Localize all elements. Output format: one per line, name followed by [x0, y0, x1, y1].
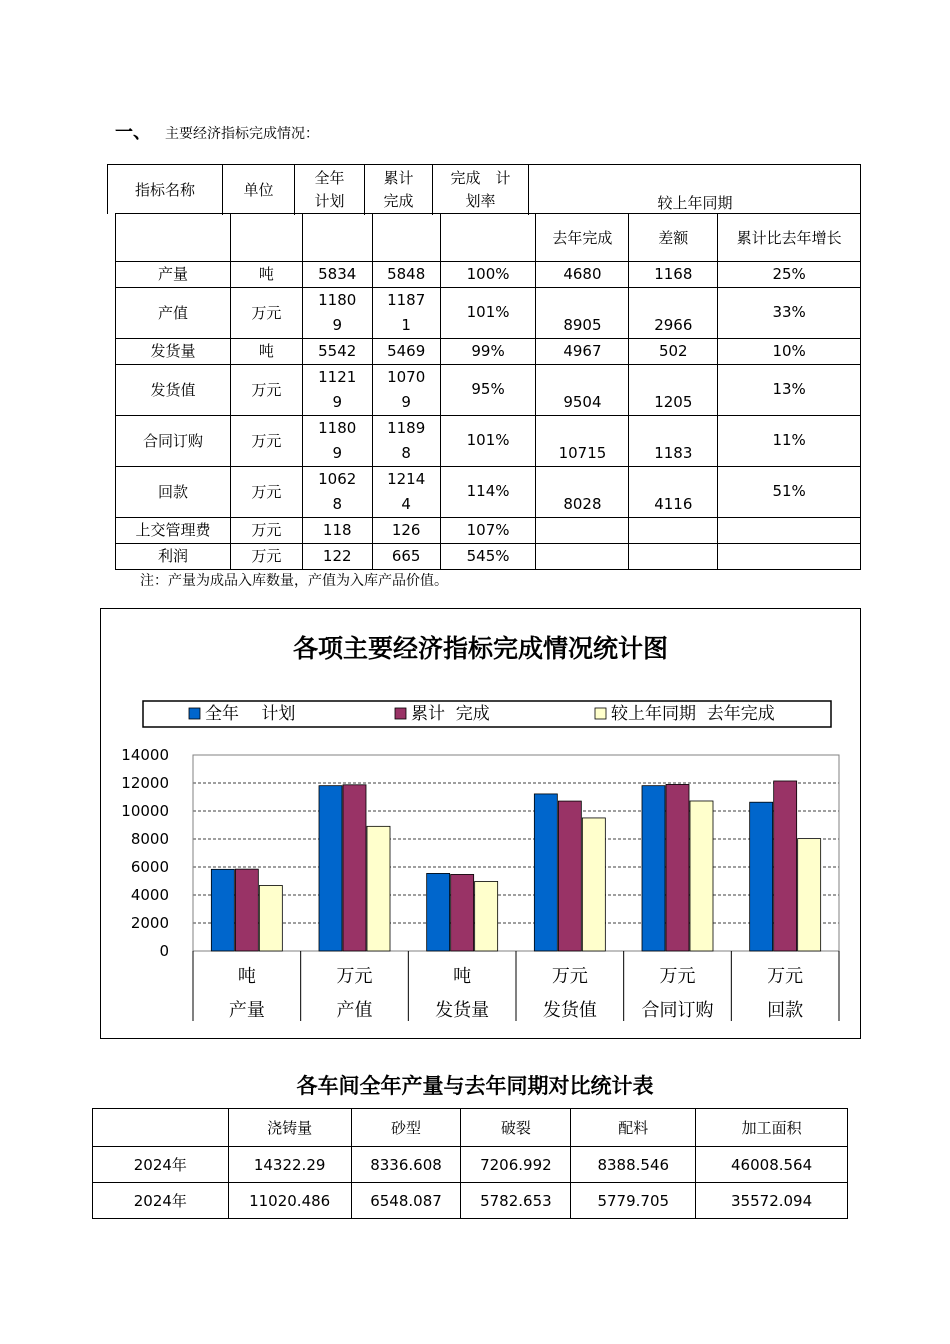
cell-growth — [718, 518, 861, 544]
cell-last: 9504 — [536, 365, 629, 416]
y-tick-label: 14000 — [121, 746, 169, 764]
cell-growth: 51% — [718, 467, 861, 518]
cell-name: 发货量 — [116, 339, 231, 365]
table2-cell: 5779.705 — [571, 1183, 696, 1219]
y-tick-label: 10000 — [121, 802, 169, 820]
header-growth: 累计比去年增长 — [718, 214, 861, 262]
bar-4-2 — [690, 801, 713, 951]
cell-rate: 100% — [440, 262, 536, 288]
table-row — [116, 339, 861, 365]
section-number: 一、 — [115, 122, 151, 143]
table2-header-cell: 砂型 — [351, 1109, 461, 1147]
header-name: 指标名称 — [108, 165, 223, 215]
cell-unit: 万元 — [230, 288, 302, 339]
cell-plan: 1180 9 — [302, 416, 372, 467]
cell-name: 回款 — [116, 467, 231, 518]
workshop-table — [92, 1108, 848, 1219]
table2-row — [93, 1147, 848, 1183]
legend-label: 累计 完成 — [411, 704, 490, 724]
table2-header-row — [93, 1109, 848, 1147]
cell-unit: 万元 — [230, 518, 302, 544]
header-plan: 全年 计划 — [295, 165, 365, 215]
cell-growth: 25% — [718, 262, 861, 288]
table-row — [116, 544, 861, 570]
table-note: 注：产量为成品入库数量，产值为入库产品价值。 — [140, 573, 448, 589]
cell-diff: 502 — [629, 339, 718, 365]
cell-plan: 122 — [302, 544, 372, 570]
table2-header-cell: 加工面积 — [696, 1109, 848, 1147]
bar-2-1 — [451, 874, 474, 951]
section-heading — [115, 118, 319, 144]
cell-done: 1189 8 — [372, 416, 440, 467]
header-rate: 完成 计 划率 — [433, 165, 529, 215]
cell-diff: 4116 — [629, 467, 718, 518]
cell-diff: 1168 — [629, 262, 718, 288]
bar-0-0 — [211, 869, 234, 951]
cell-plan: 5542 — [302, 339, 372, 365]
bar-3-0 — [534, 794, 557, 951]
table2-cell: 5782.653 — [461, 1183, 571, 1219]
table-row — [116, 365, 861, 416]
cell-rate: 99% — [440, 339, 536, 365]
y-tick-label: 0 — [159, 942, 169, 960]
table2-cell: 7206.992 — [461, 1147, 571, 1183]
cell-name: 合同订购 — [116, 416, 231, 467]
table-row — [116, 262, 861, 288]
table2-cell: 46008.564 — [696, 1147, 848, 1183]
table2-header-cell: 配料 — [571, 1109, 696, 1147]
cell-last: 8028 — [536, 467, 629, 518]
x-unit-label: 吨 — [453, 966, 472, 987]
cell-name: 产量 — [116, 262, 231, 288]
cell-diff: 1205 — [629, 365, 718, 416]
x-unit-label: 万元 — [767, 966, 804, 987]
cell-plan: 1180 9 — [302, 288, 372, 339]
y-tick-label: 2000 — [130, 914, 169, 932]
cell-name: 上交管理费 — [116, 518, 231, 544]
cell-growth: 13% — [718, 365, 861, 416]
cell-unit: 万元 — [230, 544, 302, 570]
cell-done: 1214 4 — [372, 467, 440, 518]
cell-last — [536, 544, 629, 570]
x-category-label: 产量 — [228, 1000, 265, 1021]
cell-growth — [718, 544, 861, 570]
bar-4-1 — [666, 784, 689, 951]
cell-last — [536, 518, 629, 544]
cell-rate: 101% — [440, 416, 536, 467]
cell-unit: 万元 — [230, 365, 302, 416]
cell-last: 4967 — [536, 339, 629, 365]
legend-label: 全年 计划 — [205, 704, 296, 724]
bar-1-1 — [343, 785, 366, 951]
bar-0-2 — [259, 885, 282, 951]
cell-done: 665 — [372, 544, 440, 570]
cell-plan: 1062 8 — [302, 467, 372, 518]
bar-1-0 — [319, 786, 342, 951]
cell-done: 1187 1 — [372, 288, 440, 339]
cell-done: 5469 — [372, 339, 440, 365]
table2-cell: 11020.486 — [228, 1183, 351, 1219]
table-row — [116, 288, 861, 339]
x-unit-label: 万元 — [551, 966, 588, 987]
table2-header-cell: 浇铸量 — [228, 1109, 351, 1147]
bar-3-2 — [582, 818, 605, 951]
legend-swatch — [395, 708, 406, 719]
table2-cell: 35572.094 — [696, 1183, 848, 1219]
cell-diff — [629, 518, 718, 544]
legend-swatch — [189, 708, 200, 719]
header-last-year: 去年完成 — [536, 214, 629, 262]
y-tick-label: 4000 — [130, 886, 169, 904]
cell-diff: 2966 — [629, 288, 718, 339]
cell-growth: 11% — [718, 416, 861, 467]
table-row — [116, 416, 861, 467]
main-table-header — [107, 164, 861, 214]
header-unit: 单位 — [223, 165, 295, 215]
table-row — [116, 518, 861, 544]
table2-cell: 8388.546 — [571, 1147, 696, 1183]
table2-cell: 8336.608 — [351, 1147, 461, 1183]
section-title: 主要经济指标完成情况： — [165, 126, 319, 142]
cell-unit: 万元 — [230, 467, 302, 518]
cell-done: 5848 — [372, 262, 440, 288]
x-category-label: 发货值 — [542, 1000, 597, 1021]
y-tick-label: 6000 — [130, 858, 169, 876]
x-unit-label: 万元 — [336, 966, 373, 987]
cell-diff — [629, 544, 718, 570]
cell-done: 126 — [372, 518, 440, 544]
x-category-label: 合同订购 — [641, 1000, 714, 1021]
table2-title: 各车间全年产量与去年同期对比统计表 — [296, 1074, 654, 1098]
table2-cell: 2024年 — [93, 1183, 229, 1219]
main-table — [115, 213, 861, 570]
cell-last: 10715 — [536, 416, 629, 467]
cell-name: 利润 — [116, 544, 231, 570]
cell-unit: 吨 — [230, 339, 302, 365]
table2-row — [93, 1183, 848, 1219]
x-category-label: 产值 — [336, 1000, 373, 1021]
cell-rate: 107% — [440, 518, 536, 544]
bar-5-1 — [774, 781, 797, 951]
bar-3-1 — [558, 801, 581, 951]
cell-rate: 95% — [440, 365, 536, 416]
bar-0-1 — [235, 869, 258, 951]
cell-plan: 118 — [302, 518, 372, 544]
header-done: 累计 完成 — [365, 165, 433, 215]
cell-unit: 吨 — [230, 262, 302, 288]
bar-2-0 — [427, 873, 450, 951]
cell-rate: 114% — [440, 467, 536, 518]
table2-cell: 6548.087 — [351, 1183, 461, 1219]
cell-name: 发货值 — [116, 365, 231, 416]
cell-unit: 万元 — [230, 416, 302, 467]
chart-title: 各项主要经济指标完成情况统计图 — [292, 634, 669, 663]
x-category-label: 回款 — [767, 1000, 804, 1021]
table-row — [116, 467, 861, 518]
header-diff: 差额 — [629, 214, 718, 262]
table2-header-cell: 破裂 — [461, 1109, 571, 1147]
y-tick-label: 12000 — [121, 774, 169, 792]
bar-5-2 — [798, 839, 821, 951]
cell-rate: 545% — [440, 544, 536, 570]
header-compare-label: 较上年同期 — [657, 194, 733, 212]
bar-1-2 — [367, 826, 390, 951]
plot-area — [193, 755, 839, 951]
cell-name: 产值 — [116, 288, 231, 339]
cell-done: 1070 9 — [372, 365, 440, 416]
cell-plan: 5834 — [302, 262, 372, 288]
cell-rate: 101% — [440, 288, 536, 339]
bar-2-2 — [475, 881, 498, 951]
bar-4-0 — [642, 786, 665, 951]
table2-cell: 14322.29 — [228, 1147, 351, 1183]
cell-last: 8905 — [536, 288, 629, 339]
y-tick-label: 8000 — [130, 830, 169, 848]
cell-growth: 10% — [718, 339, 861, 365]
subheader-row — [116, 214, 861, 262]
cell-diff: 1183 — [629, 416, 718, 467]
legend-swatch — [595, 708, 606, 719]
bar-chart — [101, 609, 860, 1038]
cell-last: 4680 — [536, 262, 629, 288]
bar-5-0 — [750, 802, 773, 951]
table2-cell: 2024年 — [93, 1147, 229, 1183]
chart-container — [100, 608, 861, 1039]
x-category-label: 发货量 — [435, 1000, 490, 1021]
x-unit-label: 吨 — [237, 966, 256, 987]
table2-header-cell — [93, 1109, 229, 1147]
header-compare — [529, 165, 861, 215]
x-unit-label: 万元 — [659, 966, 696, 987]
cell-growth: 33% — [718, 288, 861, 339]
cell-plan: 1121 9 — [302, 365, 372, 416]
legend-label: 较上年同期 去年完成 — [611, 704, 775, 724]
